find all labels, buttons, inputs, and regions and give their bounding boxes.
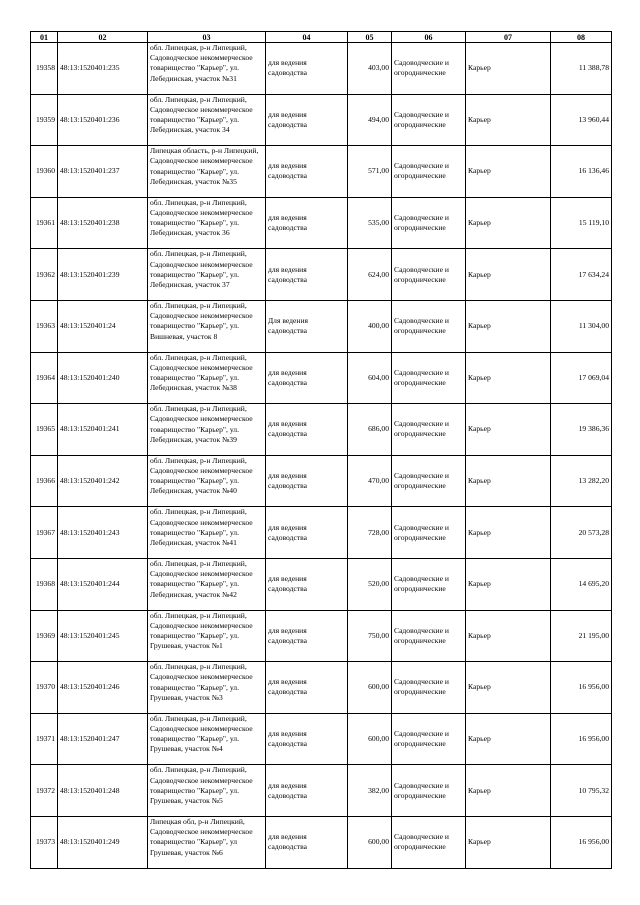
- address-cell: [148, 662, 266, 714]
- address-text: Липецкая область, р-н Липецкий, Садоводческое некоммерческое товарищество "Карьер", ул. Лебединская, участок №35: [150, 146, 259, 186]
- row-number-cell: 19373: [31, 816, 58, 868]
- partnership-name-cell: Карьер: [466, 197, 551, 249]
- table-row: [31, 249, 612, 301]
- area-cell: 600,00: [348, 816, 392, 868]
- land-category-cell: Садоводческие и огороднические: [392, 713, 466, 765]
- table-row: [31, 43, 612, 95]
- table-row: [31, 197, 612, 249]
- partnership-name-cell: Карьер: [466, 507, 551, 559]
- row-number-cell: 19372: [31, 765, 58, 817]
- cadastral-value-cell: 13 960,44: [551, 94, 612, 146]
- area-cell: 624,00: [348, 249, 392, 301]
- cadastral-number-cell: 48:13:1520401:235: [58, 43, 148, 95]
- partnership-name-cell: Карьер: [466, 713, 551, 765]
- permitted-use-cell: для ведения садоводства: [266, 197, 348, 249]
- address-cell: [148, 404, 266, 456]
- row-number-cell: 19366: [31, 455, 58, 507]
- address-text: обл. Липецкая, р-н Липецкий, Садоводческое некоммерческое товарищество "Карьер", ул. Лебединская, участок №40: [150, 455, 253, 496]
- land-category-cell: Садоводческие и огороднические: [392, 507, 466, 559]
- land-category-cell: Садоводческие и огороднические: [392, 249, 466, 301]
- table-row: [31, 352, 612, 404]
- cadastral-number-cell: 48:13:1520401:238: [58, 197, 148, 249]
- land-category-cell: Садоводческие и огороднические: [392, 610, 466, 662]
- permitted-use-cell: для ведения садоводства: [266, 94, 348, 146]
- partnership-name-cell: Карьер: [466, 404, 551, 456]
- permitted-use-cell: для ведения садоводства: [266, 352, 348, 404]
- address-text: обл. Липецкая, р-н Липецкий, Садоводческое некоммерческое товарищество "Карьер", ул. Лебединская, участок №31: [150, 43, 253, 83]
- address-text: обл. Липецкая, р-н Липецкий, Садоводческое некоммерческое товарищество "Карьер", ул. Вишневая, участок 8: [150, 300, 253, 341]
- area-cell: 571,00: [348, 146, 392, 198]
- permitted-use-cell: для ведения садоводства: [266, 765, 348, 817]
- address-cell: [148, 610, 266, 662]
- permitted-use-cell: Для ведения садоводства: [266, 300, 348, 352]
- cadastral-value-cell: 15 119,10: [551, 197, 612, 249]
- table-row: [31, 765, 612, 817]
- address-text: обл. Липецкая, р-н Липецкий, Садоводческое некоммерческое товарищество "Карьер", ул. Грушевая, участок №1: [150, 610, 253, 651]
- land-category-cell: Садоводческие и огороднические: [392, 662, 466, 714]
- cadastral-number-cell: 48:13:1520401:242: [58, 455, 148, 507]
- land-category-cell: Садоводческие и огороднические: [392, 94, 466, 146]
- permitted-use-cell: для ведения садоводства: [266, 713, 348, 765]
- land-category-cell: Садоводческие и огороднические: [392, 146, 466, 198]
- land-category-cell: Садоводческие и огороднические: [392, 765, 466, 817]
- address-cell: [148, 352, 266, 404]
- cadastral-number-cell: 48:13:1520401:237: [58, 146, 148, 198]
- column-header-05: 05: [348, 32, 392, 43]
- cadastral-number-cell: 48:13:1520401:239: [58, 249, 148, 301]
- partnership-name-cell: Карьер: [466, 765, 551, 817]
- table-row: [31, 558, 612, 610]
- cadastral-number-cell: 48:13:1520401:240: [58, 352, 148, 404]
- table-row: [31, 713, 612, 765]
- permitted-use-cell: для ведения садоводства: [266, 146, 348, 198]
- cadastral-number-cell: 48:13:1520401:245: [58, 610, 148, 662]
- column-header-01: 01: [31, 32, 58, 43]
- permitted-use-cell: для ведения садоводства: [266, 558, 348, 610]
- area-cell: 600,00: [348, 662, 392, 714]
- land-category-cell: Садоводческие и огороднические: [392, 352, 466, 404]
- permitted-use-cell: для ведения садоводства: [266, 404, 348, 456]
- table-row: [31, 610, 612, 662]
- address-cell: [148, 816, 266, 868]
- area-cell: 535,00: [348, 197, 392, 249]
- cadastral-number-cell: 48:13:1520401:236: [58, 94, 148, 146]
- address-text: обл. Липецкая, р-н Липецкий, Садоводческое некоммерческое товарищество "Карьер", ул. Лебединская, участок 34: [150, 94, 253, 135]
- partnership-name-cell: Карьер: [466, 43, 551, 95]
- permitted-use-cell: для ведения садоводства: [266, 610, 348, 662]
- area-cell: 403,00: [348, 43, 392, 95]
- cadastral-value-cell: 16 956,00: [551, 713, 612, 765]
- row-number-cell: 19359: [31, 94, 58, 146]
- cadastral-number-cell: 48:13:1520401:249: [58, 816, 148, 868]
- address-cell: [148, 146, 266, 198]
- address-cell: [148, 300, 266, 352]
- land-category-cell: Садоводческие и огороднические: [392, 816, 466, 868]
- partnership-name-cell: Карьер: [466, 816, 551, 868]
- header-row: [31, 32, 612, 43]
- permitted-use-cell: для ведения садоводства: [266, 249, 348, 301]
- column-header-06: 06: [392, 32, 466, 43]
- land-category-cell: Садоводческие и огороднические: [392, 43, 466, 95]
- permitted-use-cell: для ведения садоводства: [266, 816, 348, 868]
- table-row: [31, 94, 612, 146]
- cadastral-number-cell: 48:13:1520401:247: [58, 713, 148, 765]
- address-text: обл. Липецкая, р-н Липецкий, Садоводческое некоммерческое товарищество "Карьер", ул. Лебединская, участок 36: [150, 197, 253, 238]
- permitted-use-cell: для ведения садоводства: [266, 43, 348, 95]
- row-number-cell: 19358: [31, 43, 58, 95]
- cadastral-number-cell: 48:13:1520401:244: [58, 558, 148, 610]
- land-category-cell: Садоводческие и огороднические: [392, 197, 466, 249]
- cadastral-value-cell: 21 195,00: [551, 610, 612, 662]
- cadastral-value-cell: 17 634,24: [551, 249, 612, 301]
- area-cell: 604,00: [348, 352, 392, 404]
- cadastral-value-cell: 11 388,78: [551, 43, 612, 95]
- cadastral-value-cell: 11 304,00: [551, 300, 612, 352]
- table-row: [31, 507, 612, 559]
- table-row: [31, 404, 612, 456]
- partnership-name-cell: Карьер: [466, 662, 551, 714]
- area-cell: 520,00: [348, 558, 392, 610]
- row-number-cell: 19362: [31, 249, 58, 301]
- cadastral-value-cell: 13 282,20: [551, 455, 612, 507]
- area-cell: 750,00: [348, 610, 392, 662]
- row-number-cell: 19369: [31, 610, 58, 662]
- address-text: обл. Липецкая, р-н Липецкий, Садоводческое некоммерческое товарищество "Карьер", ул. Грушевая, участок №3: [150, 662, 253, 702]
- land-category-cell: Садоводческие и огороднические: [392, 404, 466, 456]
- column-header-03: 03: [148, 32, 266, 43]
- land-category-cell: Садоводческие и огороднические: [392, 300, 466, 352]
- address-cell: [148, 558, 266, 610]
- land-parcels-table: [30, 31, 612, 869]
- area-cell: 686,00: [348, 404, 392, 456]
- address-text: обл. Липецкая, р-н Липецкий, Садоводческое некоммерческое товарищество "Карьер", ул. Грушевая, участок №4: [150, 713, 253, 754]
- table-row: [31, 662, 612, 714]
- partnership-name-cell: Карьер: [466, 94, 551, 146]
- address-cell: [148, 507, 266, 559]
- address-cell: [148, 197, 266, 249]
- row-number-cell: 19368: [31, 558, 58, 610]
- address-text: обл. Липецкая, р-н Липецкий, Садоводческое некоммерческое товарищество "Карьер", ул. Лебединская, участок №41: [150, 507, 253, 547]
- partnership-name-cell: Карьер: [466, 610, 551, 662]
- partnership-name-cell: Карьер: [466, 352, 551, 404]
- cadastral-value-cell: 20 573,28: [551, 507, 612, 559]
- land-category-cell: Садоводческие и огороднические: [392, 558, 466, 610]
- address-text: обл. Липецкая, р-н Липецкий, Садоводческое некоммерческое товарищество "Карьер", ул. Лебединская, участок №38: [150, 352, 253, 393]
- partnership-name-cell: Карьер: [466, 455, 551, 507]
- area-cell: 494,00: [348, 94, 392, 146]
- address-text: обл. Липецкая, р-н Липецкий, Садоводческое некоммерческое товарищество "Карьер", ул. Лебединская, участок №39: [150, 404, 253, 444]
- area-cell: 382,00: [348, 765, 392, 817]
- cadastral-number-cell: 48:13:1520401:248: [58, 765, 148, 817]
- address-cell: [148, 713, 266, 765]
- cadastral-value-cell: 14 695,20: [551, 558, 612, 610]
- address-text: Липецкая обл, р-н Липецкий, Садоводческое некоммерческое товарищество "Карьер", ул Грушевая, участок №6: [150, 816, 253, 857]
- permitted-use-cell: для ведения садоводства: [266, 662, 348, 714]
- column-header-02: 02: [58, 32, 148, 43]
- cadastral-number-cell: 48:13:1520401:24: [58, 300, 148, 352]
- land-category-cell: Садоводческие и огороднические: [392, 455, 466, 507]
- partnership-name-cell: Карьер: [466, 249, 551, 301]
- cadastral-value-cell: 16 956,00: [551, 816, 612, 868]
- table-row: [31, 455, 612, 507]
- table-row: [31, 816, 612, 868]
- row-number-cell: 19365: [31, 404, 58, 456]
- partnership-name-cell: Карьер: [466, 558, 551, 610]
- row-number-cell: 19364: [31, 352, 58, 404]
- cadastral-number-cell: 48:13:1520401:246: [58, 662, 148, 714]
- partnership-name-cell: Карьер: [466, 146, 551, 198]
- row-number-cell: 19371: [31, 713, 58, 765]
- row-number-cell: 19367: [31, 507, 58, 559]
- cadastral-number-cell: 48:13:1520401:241: [58, 404, 148, 456]
- table-row: [31, 300, 612, 352]
- address-cell: [148, 43, 266, 95]
- cadastral-value-cell: 16 956,00: [551, 662, 612, 714]
- column-header-08: 08: [551, 32, 612, 43]
- area-cell: 400,00: [348, 300, 392, 352]
- area-cell: 728,00: [348, 507, 392, 559]
- table-row: [31, 146, 612, 198]
- address-cell: [148, 455, 266, 507]
- cadastral-value-cell: 17 069,04: [551, 352, 612, 404]
- address-text: обл. Липецкая, р-н Липецкий, Садоводческое некоммерческое товарищество "Карьер", ул. Грушевая, участок №5: [150, 765, 253, 805]
- row-number-cell: 19370: [31, 662, 58, 714]
- cadastral-value-cell: 10 795,32: [551, 765, 612, 817]
- row-number-cell: 19360: [31, 146, 58, 198]
- partnership-name-cell: Карьер: [466, 300, 551, 352]
- address-cell: [148, 94, 266, 146]
- permitted-use-cell: для ведения садоводства: [266, 507, 348, 559]
- permitted-use-cell: для ведения садоводства: [266, 455, 348, 507]
- address-text: обл. Липецкая, р-н Липецкий, Садоводческое некоммерческое товарищество "Карьер", ул. Лебединская, участок №42: [150, 558, 253, 599]
- row-number-cell: 19361: [31, 197, 58, 249]
- address-text: обл. Липецкая, р-н Липецкий, Садоводческое некоммерческое товарищество "Карьер", ул. Лебединская, участок 37: [150, 249, 253, 289]
- column-header-07: 07: [466, 32, 551, 43]
- area-cell: 470,00: [348, 455, 392, 507]
- cadastral-value-cell: 16 136,46: [551, 146, 612, 198]
- cadastral-value-cell: 19 386,36: [551, 404, 612, 456]
- column-header-04: 04: [266, 32, 348, 43]
- area-cell: 600,00: [348, 713, 392, 765]
- row-number-cell: 19363: [31, 300, 58, 352]
- cadastral-number-cell: 48:13:1520401:243: [58, 507, 148, 559]
- address-cell: [148, 765, 266, 817]
- address-cell: [148, 249, 266, 301]
